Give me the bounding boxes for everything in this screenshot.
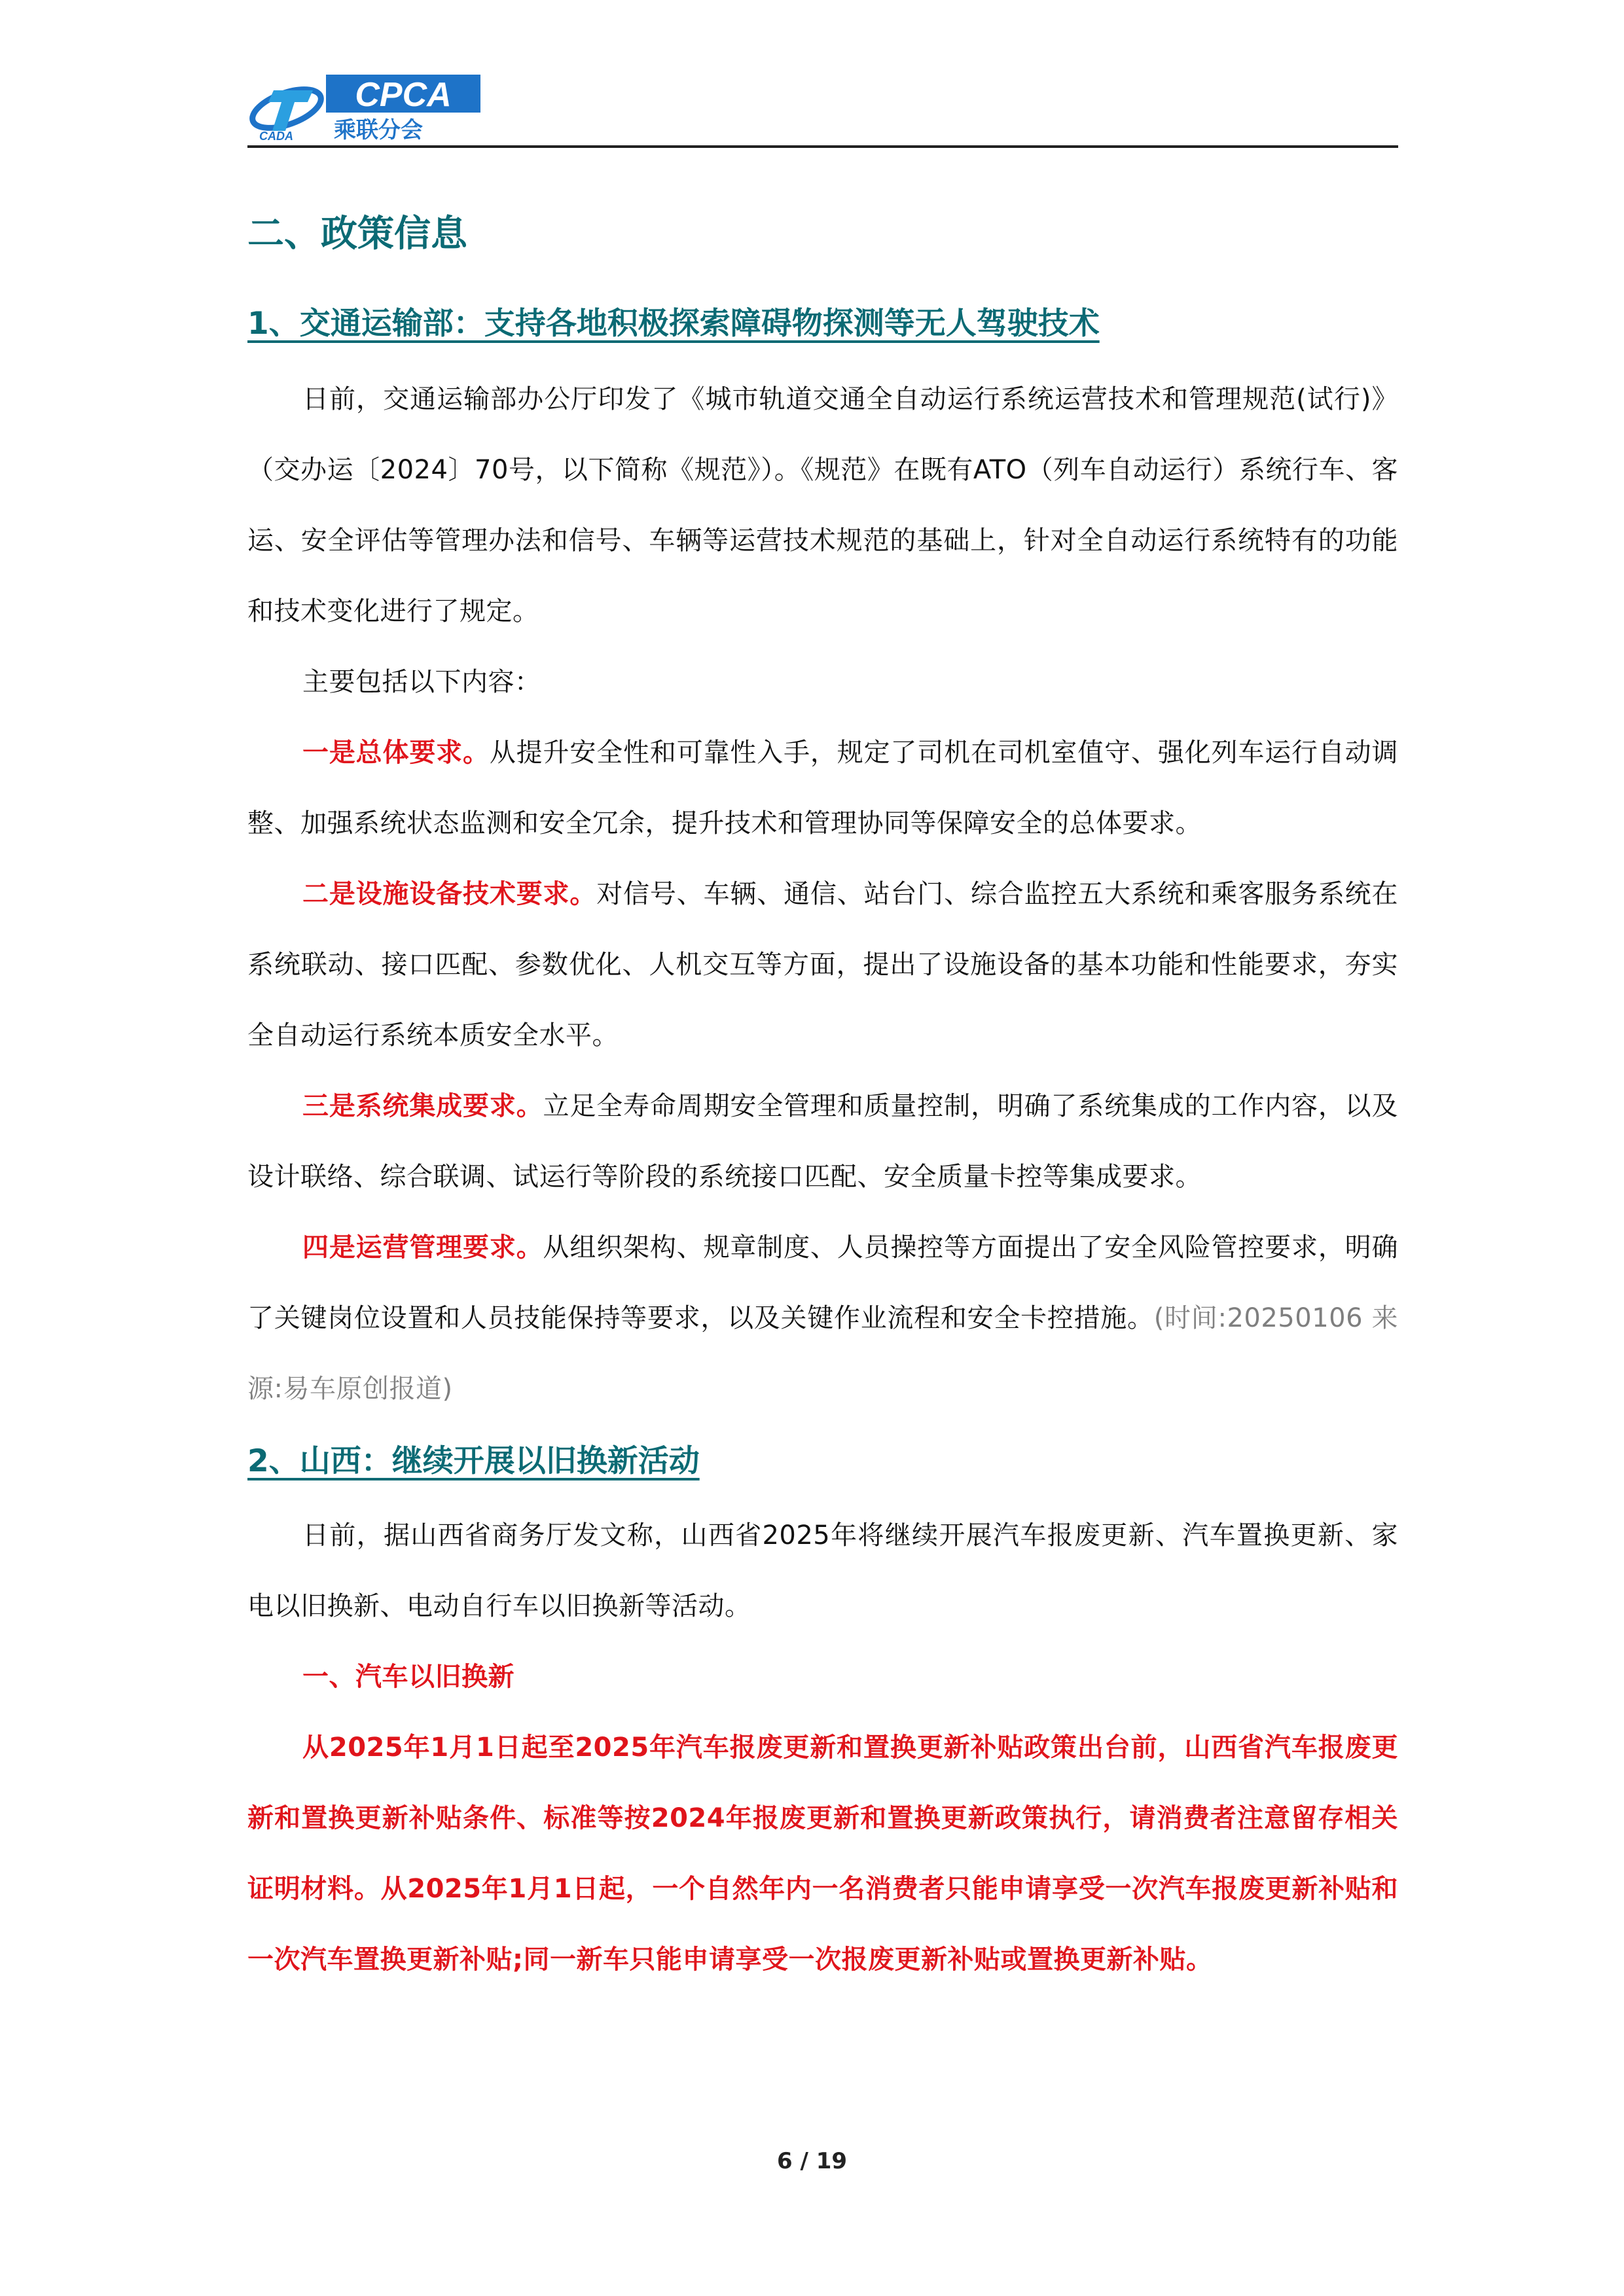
- section-title: 二、政策信息: [247, 213, 467, 255]
- article2-body: 从2025年1月1日起至2025年汽车报废更新和置换更新补贴政策出台前，山西省汽车报废更新和置换更新补贴条件、标准等按2024年报废更新和置换更新政策执行，请消费者注意留存相关证明材料。从2025年1月1日起，一个自然年内一名消费者只能申请享受一次汽车报废更新补贴和一次汽车置换更新补贴;同一新车只能申请享受一次报废更新补贴或置换更新补贴。: [247, 1732, 1398, 1975]
- point-3: [247, 1071, 1398, 1212]
- point-4-lead: 四是运营管理要求。: [302, 1232, 543, 1263]
- logo-mark-text: CADA: [259, 130, 293, 143]
- article2-heading: 2、山西：继续开展以旧换新活动: [247, 1443, 700, 1479]
- point-3-lead: 三是系统集成要求。: [302, 1091, 543, 1121]
- point-4: [247, 1212, 1398, 1424]
- article1-heading: 1、交通运输部：支持各地积极探索障碍物探测等无人驾驶技术: [247, 306, 1100, 342]
- point-1-lead: 一是总体要求。: [302, 738, 490, 768]
- article1-intro: 日前，交通运输部办公厅印发了《城市轨道交通全自动运行系统运营技术和管理规范(试行)》（交办运〔2024〕70号，以下简称《规范》）。《规范》在既有ATO（列车自动运行）系统行车、客运、安全评估等管理办法和信号、车辆等运营技术规范的基础上，针对全自动运行系统特有的功能和技术变化进行了规定。: [247, 384, 1398, 626]
- page-header: [247, 65, 1398, 147]
- article2-intro: 日前，据山西省商务厅发文称，山西省2025年将继续开展汽车报废更新、汽车置换更新、家电以旧换新、电动自行车以旧换新等活动。: [247, 1520, 1398, 1621]
- point-4-meta: (时间:20250106 来源:易车原创报道): [247, 1303, 1398, 1404]
- point-1-text: 从提升安全性和可靠性入手，规定了司机在司机室值守、强化列车运行自动调整、加强系统状态监测和安全冗余，提升技术和管理协同等保障安全的总体要求。: [247, 738, 1399, 838]
- article2-subheading: 一、汽车以旧换新: [302, 1662, 514, 1692]
- point-3-text: 立足全寿命周期安全管理和质量控制，明确了系统集成的工作内容，以及设计联络、综合联调、试运行等阶段的系统接口匹配、安全质量卡控等集成要求。: [247, 1091, 1399, 1192]
- point-2: [247, 859, 1398, 1071]
- header-divider: [247, 145, 1398, 148]
- logo-subtext: 乘联分会: [334, 117, 423, 143]
- article1-summary: 主要包括以下内容：: [302, 667, 541, 697]
- point-1: [247, 717, 1398, 859]
- page-number: 6 / 19: [776, 2148, 848, 2174]
- point-2-text: 对信号、车辆、通信、站台门、综合监控五大系统和乘客服务系统在系统联动、接口匹配、参数优化、人机交互等方面，提出了设施设备的基本功能和性能要求，夯实全自动运行系统本质安全水平。: [247, 879, 1399, 1050]
- logo-text: CPCA: [355, 76, 452, 114]
- point-4-text: 从组织架构、规章制度、人员操控等方面提出了安全风险管控要求，明确了关键岗位设置和人员技能保持等要求，以及关键作业流程和安全卡控措施。: [247, 1232, 1399, 1333]
- cpca-logo: [247, 71, 483, 143]
- point-2-lead: 二是设施设备技术要求。: [302, 879, 597, 909]
